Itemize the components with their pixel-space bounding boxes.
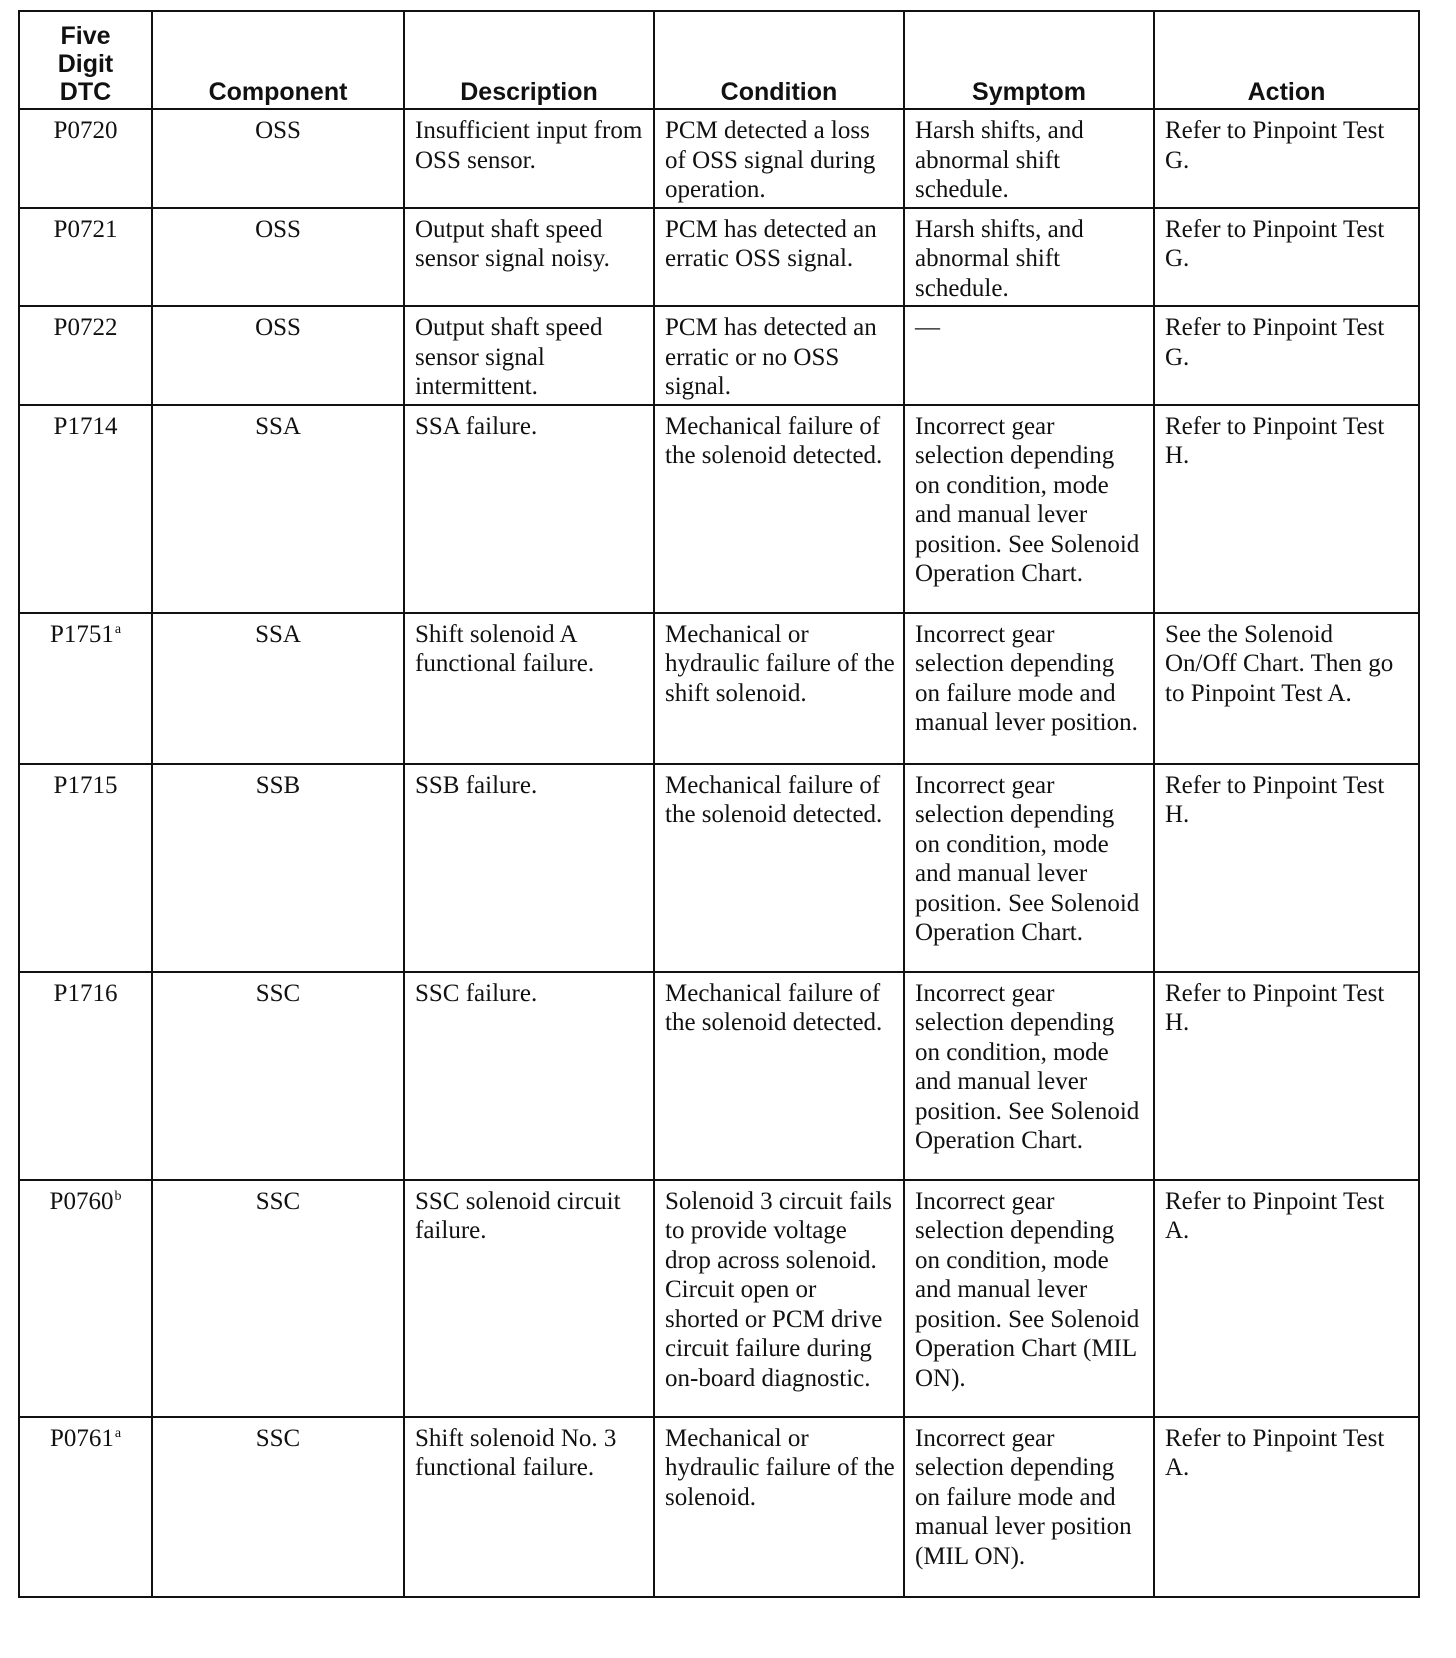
header-action: Action xyxy=(1154,11,1419,109)
table-row xyxy=(19,405,1419,613)
description-cell: SSC failure. xyxy=(404,972,654,1180)
dtc-cell xyxy=(19,109,152,208)
dtc-cell xyxy=(19,764,152,972)
action-cell: Refer to Pinpoint Test G. xyxy=(1154,208,1419,307)
action-cell: Refer to Pinpoint Test H. xyxy=(1154,405,1419,613)
header-condition: Condition xyxy=(654,11,904,109)
component-cell: SSB xyxy=(152,764,404,972)
condition-cell: PCM has detected an erratic or no OSS signal. xyxy=(654,306,904,405)
header-row xyxy=(19,11,1419,109)
action-cell: Refer to Pinpoint Test H. xyxy=(1154,972,1419,1180)
table-row xyxy=(19,1180,1419,1417)
dtc-cell xyxy=(19,1417,152,1597)
header-symptom: Symptom xyxy=(904,11,1154,109)
footnote-marker: b xyxy=(114,1188,122,1204)
dtc-code: P1751 xyxy=(49,620,114,648)
symptom-cell: Incorrect gear selection depending on condition, mode and manual lever position. See Solenoid Operation Chart (MIL ON). xyxy=(904,1180,1154,1417)
condition-cell: Solenoid 3 circuit fails to provide voltage drop across solenoid. Circuit open or shorted or PCM drive circuit failure during on-board diagnostic. xyxy=(654,1180,904,1417)
dtc-cell xyxy=(19,405,152,613)
table-row xyxy=(19,764,1419,972)
description-cell: SSC solenoid circuit failure. xyxy=(404,1180,654,1417)
header-dtc-line-2: Digit xyxy=(57,50,114,78)
condition-cell: Mechanical or hydraulic failure of the solenoid. xyxy=(654,1417,904,1597)
dtc-code: P0720 xyxy=(53,117,118,144)
dtc-code: P1715 xyxy=(53,771,118,799)
table-row xyxy=(19,109,1419,208)
action-cell: Refer to Pinpoint Test A. xyxy=(1154,1417,1419,1597)
dtc-code: P0721 xyxy=(53,215,118,243)
symptom-cell: Incorrect gear selection depending on condition, mode and manual lever position. See Solenoid Operation Chart. xyxy=(904,972,1154,1180)
component-cell: OSS xyxy=(152,208,404,307)
symptom-cell: — xyxy=(904,306,1154,405)
table-row xyxy=(19,208,1419,307)
footnote-marker: a xyxy=(114,621,122,637)
description-cell: SSA failure. xyxy=(404,405,654,613)
component-cell: OSS xyxy=(152,306,404,405)
table-row xyxy=(19,1417,1419,1597)
description-cell: Insufficient input from OSS sensor. xyxy=(404,109,654,208)
header-dtc xyxy=(19,11,152,109)
condition-cell: Mechanical failure of the solenoid detected. xyxy=(654,972,904,1180)
dtc-code: P0760 xyxy=(49,1187,114,1215)
component-cell: SSA xyxy=(152,613,404,764)
condition-cell: Mechanical failure of the solenoid detected. xyxy=(654,764,904,972)
dtc-cell xyxy=(19,306,152,405)
component-cell: SSC xyxy=(152,972,404,1180)
header-component: Component xyxy=(152,11,404,109)
header-description: Description xyxy=(404,11,654,109)
header-dtc-line-3: DTC xyxy=(59,78,112,106)
action-cell: Refer to Pinpoint Test G. xyxy=(1154,306,1419,405)
dtc-cell xyxy=(19,1180,152,1417)
dtc-cell xyxy=(19,972,152,1180)
dtc-table xyxy=(18,10,1420,1598)
dtc-code: P0761 xyxy=(49,1424,114,1452)
description-cell: Shift solenoid A functional failure. xyxy=(404,613,654,764)
component-cell: SSC xyxy=(152,1180,404,1417)
symptom-cell: Incorrect gear selection depending on failure mode and manual lever position. xyxy=(904,613,1154,764)
dtc-code: P1714 xyxy=(53,412,118,440)
table-row xyxy=(19,613,1419,764)
action-cell: Refer to Pinpoint Test G. xyxy=(1154,109,1419,208)
symptom-cell: Harsh shifts, and abnormal shift schedule. xyxy=(904,208,1154,307)
condition-cell: Mechanical or hydraulic failure of the shift solenoid. xyxy=(654,613,904,764)
action-cell: See the Solenoid On/Off Chart. Then go to Pinpoint Test A. xyxy=(1154,613,1419,764)
condition-cell: PCM detected a loss of OSS signal during operation. xyxy=(654,109,904,208)
symptom-cell: Incorrect gear selection depending on condition, mode and manual lever position. See Solenoid Operation Chart. xyxy=(904,405,1154,613)
dtc-cell xyxy=(19,208,152,307)
table-row xyxy=(19,972,1419,1180)
description-cell: Output shaft speed sensor signal intermittent. xyxy=(404,306,654,405)
description-cell: Output shaft speed sensor signal noisy. xyxy=(404,208,654,307)
dtc-cell xyxy=(19,613,152,764)
action-cell: Refer to Pinpoint Test H. xyxy=(1154,764,1419,972)
condition-cell: PCM has detected an erratic OSS signal. xyxy=(654,208,904,307)
component-cell: OSS xyxy=(152,109,404,208)
symptom-cell: Incorrect gear selection depending on condition, mode and manual lever position. See Solenoid Operation Chart. xyxy=(904,764,1154,972)
dtc-code: P1716 xyxy=(53,979,118,1007)
component-cell: SSA xyxy=(152,405,404,613)
description-cell: Shift solenoid No. 3 functional failure. xyxy=(404,1417,654,1597)
symptom-cell: Incorrect gear selection depending on failure mode and manual lever position (MIL ON). xyxy=(904,1417,1154,1597)
footnote-marker: a xyxy=(114,1425,122,1441)
header-dtc-line-1: Five xyxy=(60,22,111,50)
component-cell: SSC xyxy=(152,1417,404,1597)
action-cell: Refer to Pinpoint Test A. xyxy=(1154,1180,1419,1417)
condition-cell: Mechanical failure of the solenoid detected. xyxy=(654,405,904,613)
description-cell: SSB failure. xyxy=(404,764,654,972)
dtc-code: P0722 xyxy=(53,314,118,341)
table-row xyxy=(19,306,1419,405)
symptom-cell: Harsh shifts, and abnormal shift schedule. xyxy=(904,109,1154,208)
